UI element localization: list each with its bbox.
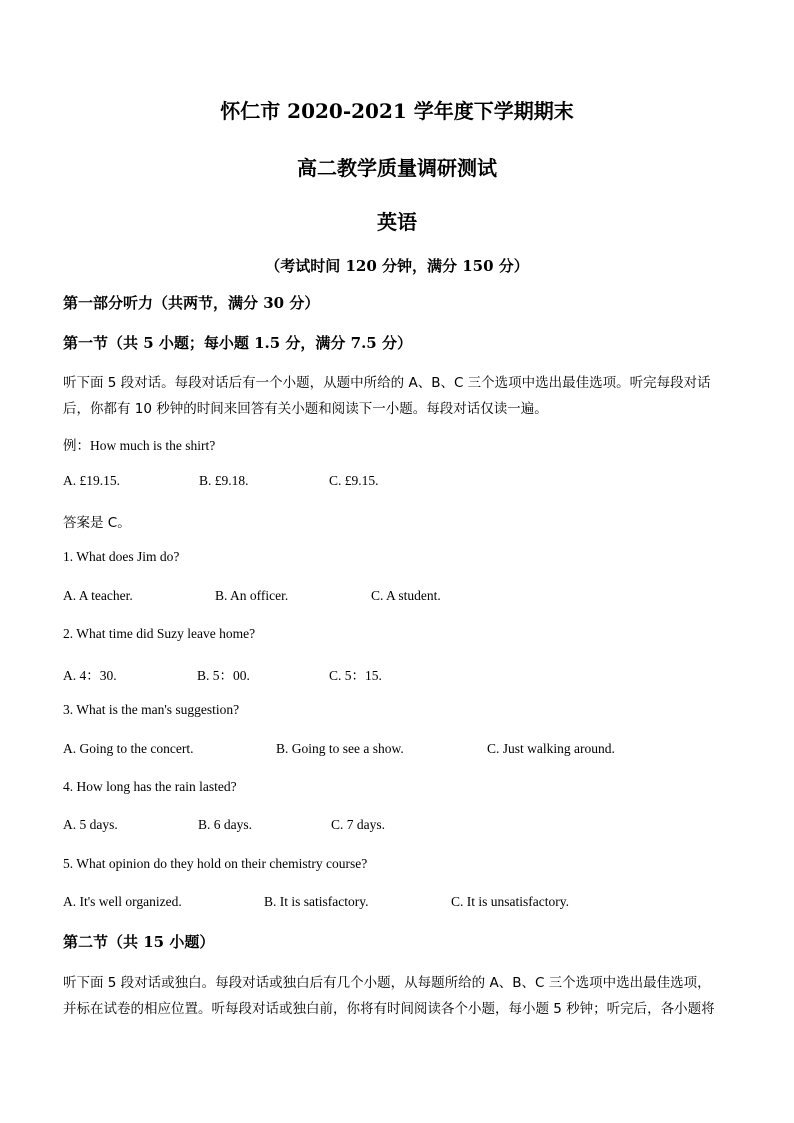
q5-option-b: B. It is satisfactory. [264, 894, 369, 909]
example-option-c: C. £9.15. [329, 473, 379, 488]
subject-title: 英语 [377, 210, 417, 234]
q5-option-c: C. It is unsatisfactory. [451, 894, 569, 909]
q3-option-b: B. Going to see a show. [276, 741, 404, 756]
exam-title: 怀仁市 2020-2021 学年度下学期期末 [220, 99, 574, 123]
q4-option-c: C. 7 days. [331, 817, 385, 832]
q1-option-c: C. A student. [371, 588, 441, 603]
q2-option-a: A. 4：30. [63, 668, 117, 683]
question-5: 5. What opinion do they hold on their chemistry course? [63, 856, 368, 871]
section2-instructions-line1: 听下面 5 段对话或独白。每段对话或独白后有几个小题，从每题所给的 A、B、C 三个选项中选出最佳选项， [63, 975, 711, 991]
question-4: 4. How long has the rain lasted? [63, 779, 237, 794]
question-2: 2. What time did Suzy leave home? [63, 626, 256, 641]
q2-option-b: B. 5：00. [197, 668, 250, 683]
section1-instructions-line1: 听下面 5 段对话。每段对话后有一个小题，从题中所给的 A、B、C 三个选项中选出最佳选项。听完每段对话 [63, 375, 711, 391]
question-1: 1. What does Jim do? [63, 549, 180, 564]
q4-option-a: A. 5 days. [63, 817, 118, 832]
part1-heading: 第一部分听力（共两节，满分 30 分） [63, 294, 320, 312]
q1-option-b: B. An officer. [215, 588, 289, 603]
example-answer: 答案是 C。 [63, 515, 131, 531]
question-3: 3. What is the man's suggestion? [63, 702, 240, 717]
exam-subtitle: 高二教学质量调研测试 [297, 156, 497, 180]
exam-info: （考试时间 120 分钟，满分 150 分） [265, 257, 529, 275]
example-option-a: A. £19.15. [63, 473, 120, 488]
q3-option-a: A. Going to the concert. [63, 741, 194, 756]
example-question: 例：How much is the shirt? [63, 438, 216, 453]
q4-option-b: B. 6 days. [198, 817, 252, 832]
section1-heading: 第一节（共 5 小题；每小题 1.5 分，满分 7.5 分） [63, 334, 412, 352]
section2-instructions-line2: 并标在试卷的相应位置。听每段对话或独白前，你将有时间阅读各个小题，每小题 5 秒钟；听完后，各小题将 [63, 1001, 715, 1017]
q5-option-a: A. It's well organized. [63, 894, 182, 909]
q3-option-c: C. Just walking around. [487, 741, 615, 756]
example-option-b: B. £9.18. [199, 473, 249, 488]
q2-option-c: C. 5：15. [329, 668, 382, 683]
section2-heading: 第二节（共 15 小题） [63, 933, 215, 951]
section1-instructions-line2: 后，你都有 10 秒钟的时间来回答有关小题和阅读下一小题。每段对话仅读一遍。 [63, 401, 548, 417]
q1-option-a: A. A teacher. [63, 588, 133, 603]
